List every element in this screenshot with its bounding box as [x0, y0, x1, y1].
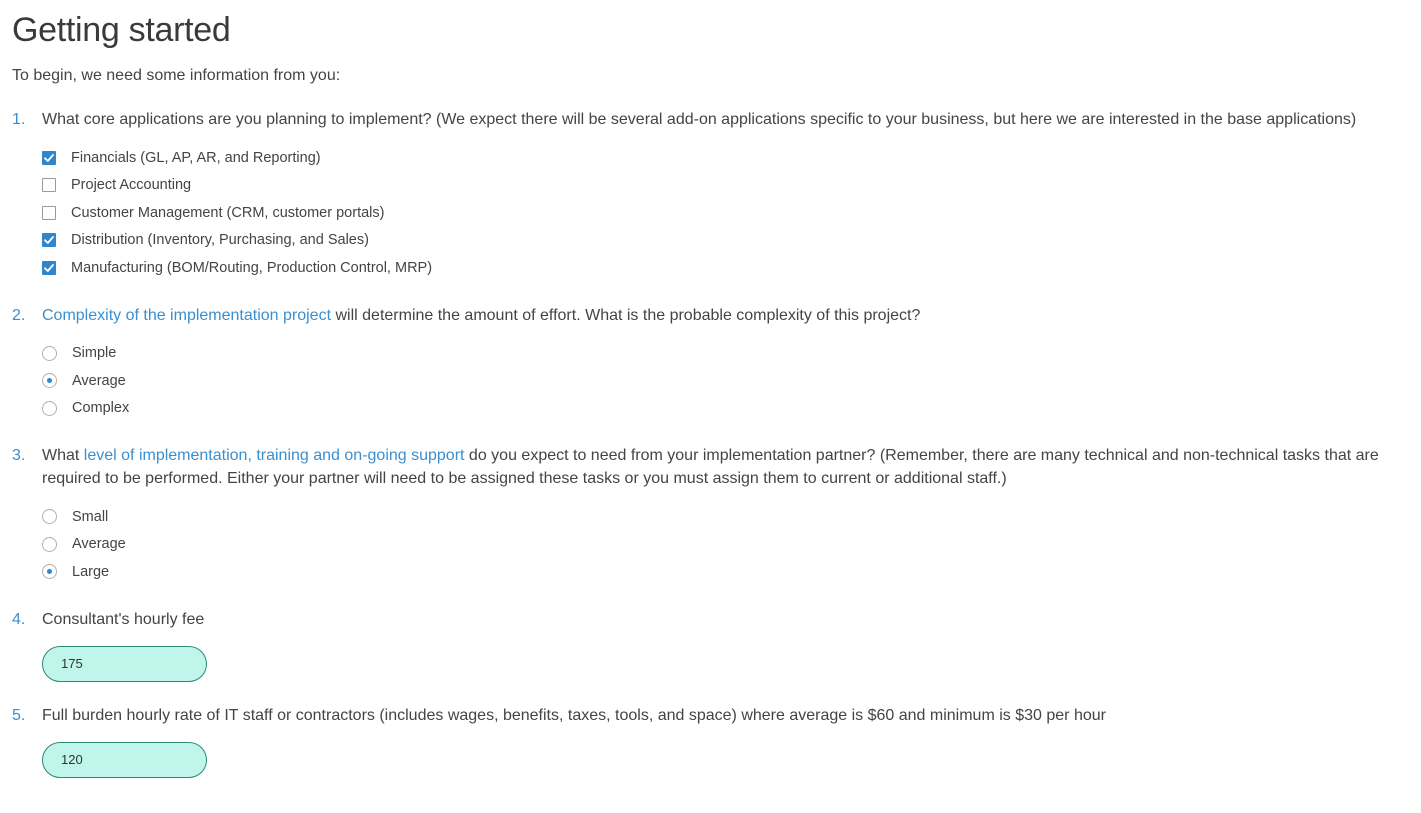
question-number: 5. [12, 706, 26, 724]
checkmark-icon [43, 152, 55, 164]
question-number: 3. [12, 447, 26, 464]
radio-dot-icon [47, 569, 52, 574]
consultant-fee-input[interactable] [42, 646, 207, 682]
checkmark-icon [43, 262, 55, 274]
option-manufacturing[interactable] [42, 254, 1417, 282]
option-label: Customer Management (CRM, customer portals) [71, 204, 385, 221]
question-1 [12, 108, 1417, 282]
radio-complex[interactable] [42, 401, 57, 416]
option-label: Complex [72, 400, 130, 417]
option-average[interactable] [42, 367, 1417, 395]
option-distribution[interactable] [42, 227, 1417, 255]
question-4 [12, 608, 1417, 682]
question-text-prefix: What [42, 447, 84, 464]
checkbox-customer-management[interactable] [42, 206, 56, 220]
getting-started-form [12, 0, 1417, 778]
intro-text: To begin, we need some information from you: [12, 67, 341, 84]
option-project-accounting[interactable] [42, 172, 1417, 200]
staff-rate-input[interactable] [42, 742, 207, 778]
radio-simple[interactable] [42, 346, 57, 361]
support-level-options [42, 503, 1417, 586]
option-label: Distribution (Inventory, Purchasing, and Sales) [71, 232, 369, 249]
option-label: Project Accounting [71, 177, 192, 194]
question-5 [12, 704, 1417, 778]
option-financials[interactable] [42, 144, 1417, 172]
page-title: Getting started [12, 11, 231, 49]
question-text: Full burden hourly rate of IT staff or contractors (includes wages, benefits, taxes, tools, and space) where average is $60 and minimum is $30 per hour [42, 706, 1106, 724]
core-applications-options [42, 144, 1417, 282]
question-2 [12, 304, 1417, 423]
option-large[interactable] [42, 558, 1417, 586]
question-3 [12, 444, 1417, 586]
radio-average[interactable] [42, 373, 57, 388]
checkbox-distribution[interactable] [42, 233, 56, 247]
question-text: What core applications are you planning to implement? (We expect there will be several add-on applications specific to your business, but here we are interested in the base applications) [42, 111, 1357, 128]
radio-large[interactable] [42, 564, 57, 579]
question-number: 4. [12, 610, 26, 628]
option-complex[interactable] [42, 395, 1417, 423]
checkbox-manufacturing[interactable] [42, 261, 56, 275]
option-simple[interactable] [42, 340, 1417, 368]
consultant-fee-wrap [42, 646, 1417, 682]
question-text [42, 304, 1417, 327]
question-number: 1. [12, 111, 26, 128]
complexity-options [42, 340, 1417, 423]
checkbox-financials[interactable] [42, 151, 56, 165]
question-number: 2. [12, 306, 26, 324]
question-text [42, 444, 1417, 490]
support-level-link[interactable]: level of implementation, training and on-going support [83, 447, 465, 464]
option-customer-management[interactable] [42, 199, 1417, 227]
option-label: Average [72, 536, 126, 553]
staff-rate-wrap [42, 742, 1417, 778]
question-text-rest: will determine the amount of effort. What is the probable complexity of this project? [331, 306, 921, 324]
question-text-rest: do you expect to need from your implementation partner? (Remember, there are many technical and non-technical tasks that are required to be performed. Either your partner will need to be assigned these tasks or you must assign them to current or additional staff.) [42, 447, 1379, 487]
option-small[interactable] [42, 503, 1417, 531]
checkmark-icon [43, 234, 55, 246]
option-label: Financials (GL, AP, AR, and Reporting) [71, 149, 321, 166]
option-label: Manufacturing (BOM/Routing, Production Control, MRP) [71, 259, 433, 276]
option-label: Simple [72, 345, 117, 362]
question-text: Consultant's hourly fee [42, 610, 205, 628]
option-average[interactable] [42, 531, 1417, 559]
option-label: Small [72, 508, 109, 525]
checkbox-project-accounting[interactable] [42, 178, 56, 192]
option-label: Average [72, 372, 126, 389]
radio-dot-icon [47, 378, 52, 383]
option-label: Large [72, 563, 110, 580]
radio-small[interactable] [42, 509, 57, 524]
radio-average[interactable] [42, 537, 57, 552]
complexity-link[interactable]: Complexity of the implementation project [42, 306, 332, 324]
